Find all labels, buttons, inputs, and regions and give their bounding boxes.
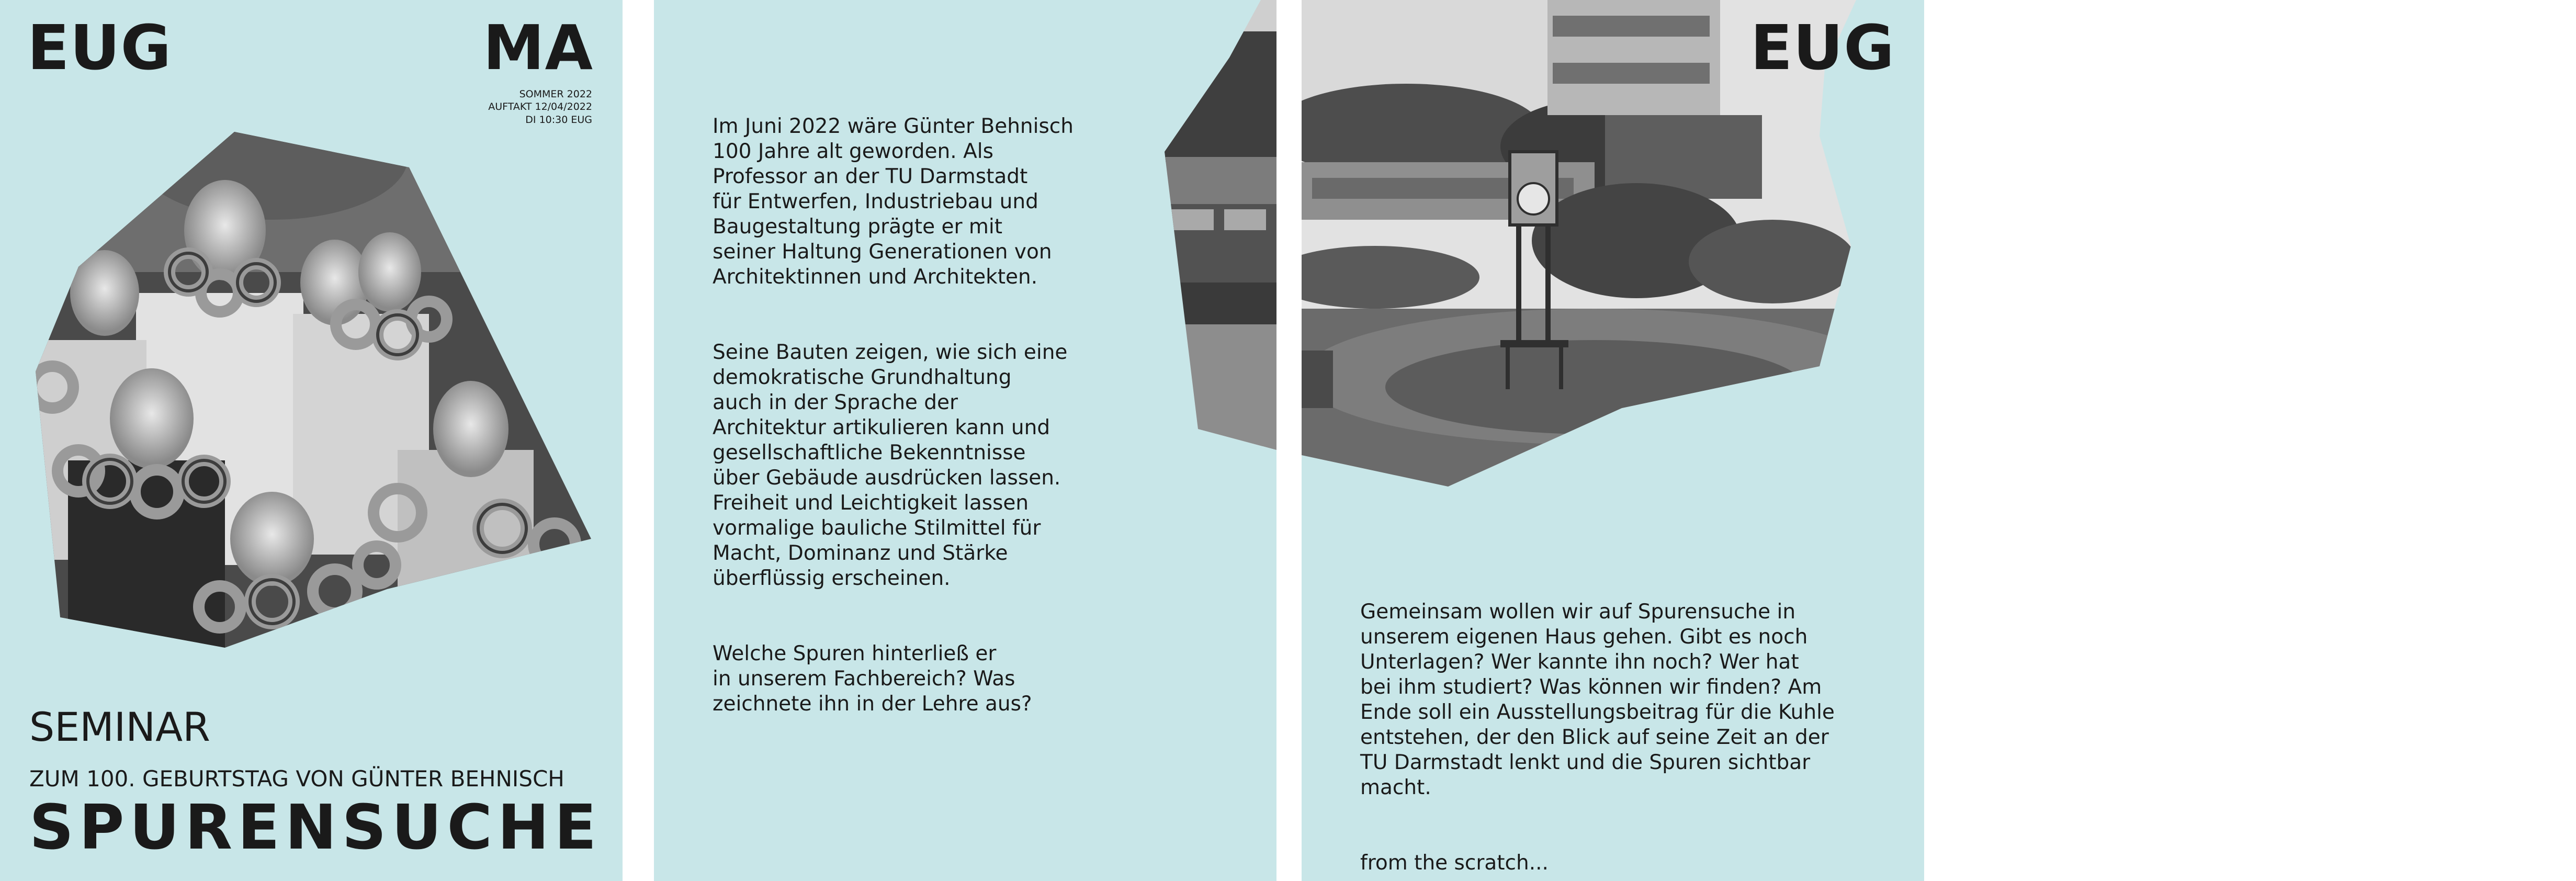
closing-text: [1360, 574, 1889, 881]
ma-tag: MA: [483, 12, 593, 84]
meta-kickoff: AUFTAKT 12/04/2022: [488, 101, 592, 113]
title-spurensuche: SPURENSUCHE: [29, 791, 602, 863]
poster-panel-2: [654, 0, 1276, 881]
meta-season: SOMMER 2022: [519, 88, 592, 100]
poster-panel-3: [1302, 0, 1924, 881]
subtitle: ZUM 100. GEBURTSTAG VON GÜNTER BEHNISCH: [29, 766, 564, 792]
paragraph: Gemeinsam wollen wir auf Spurensuche in unserem eigenen Haus gehen. Gibt es noch Unterlagen? Wer kannte ihn noch? Wer hat bei ihm studiert? Was können wir finden? Am Ende soll ein Ausstellungsbeitrag für die Kuhle entstehen, der den Blick auf seine Zeit an der TU Darmstadt lenkt und die Spuren sichtbar macht.: [1360, 600, 1835, 799]
side-fineprint: [1250, 356, 1259, 691]
paragraph: Welche Spuren hinterließ er in unserem Fachbereich? Was zeichnete ihn in der Lehre aus?: [713, 642, 1032, 716]
paragraph: from the scratch...: [1360, 851, 1549, 875]
side-fineprint: [600, 356, 608, 691]
poster-panel-1: [0, 0, 623, 881]
seminar-label: SEMINAR: [29, 704, 210, 750]
paragraph: Seine Bauten zeigen, wie sich eine demokratische Grundhaltung auch in der Sprache der Architektur artikulieren kann und gesellschaftliche Bekenntnisse über Gebäude ausdrücken lassen. Freiheit und Leichtigkeit lassen vormalige bauliche Stilmittel für Macht, Dominanz und Stärke überflüssig erscheinen.: [713, 341, 1068, 590]
side-fineprint: [1900, 356, 1908, 691]
meta-time: DI 10:30 EUG: [525, 114, 592, 126]
paragraph: Im Juni 2022 wäre Günter Behnisch 100 Jahre alt geworden. Als Professor an der TU Darmstadt für Entwerfen, Industriebau und Baugestaltung prägte er mit seiner Haltung Generationen von Architektinnen und Architekten.: [713, 115, 1074, 289]
eug-tag: EUG: [1750, 12, 1895, 84]
building-photo-left: [654, 0, 1276, 881]
eug-tag: EUG: [27, 12, 172, 84]
